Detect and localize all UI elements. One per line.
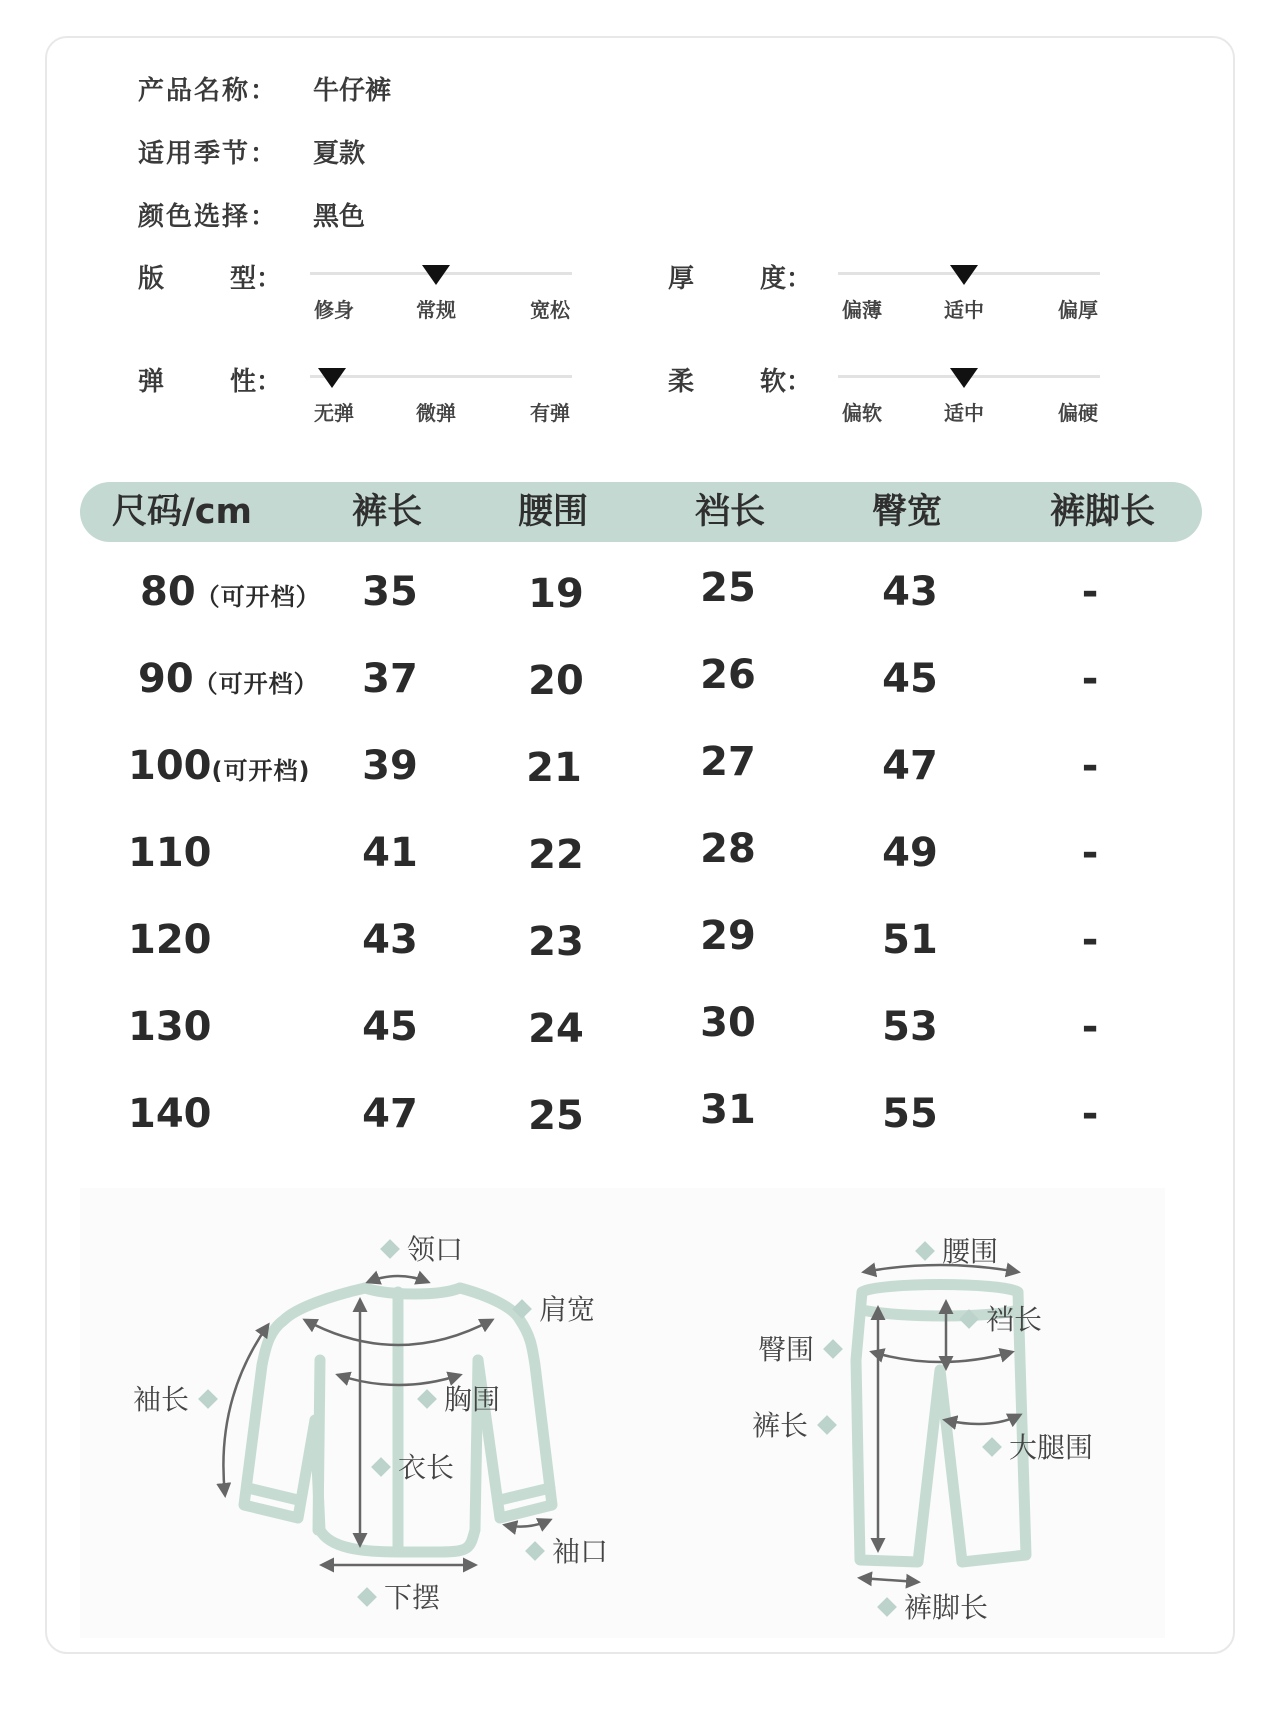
cell-hip: 55 (882, 1091, 938, 1137)
label-shoulder-text: 肩宽 (539, 1293, 596, 1326)
attr-value-name: 牛仔裤 (313, 76, 392, 106)
label-chest (420, 1378, 500, 1418)
diamond-icon (371, 1457, 391, 1477)
header-leg-opening: 裤脚长 (1050, 492, 1156, 532)
cell-waist: 21 (526, 745, 582, 791)
attr-label-color: 颜色选择： (138, 202, 279, 232)
cell-leg-opening: - (1081, 1091, 1099, 1137)
label-pants-length (752, 1404, 834, 1444)
header-hip: 臀宽 (872, 492, 943, 532)
attr-value-season: 夏款 (313, 139, 366, 169)
header-size: 尺码/cm (112, 492, 253, 532)
label-hip (758, 1328, 840, 1368)
scale-label-elasticity-2: 性： (230, 367, 283, 397)
cell-pants-length: 41 (362, 830, 418, 876)
measurement-diagram (80, 1188, 1165, 1638)
scale-marker-fit (422, 265, 450, 285)
scale-option-fit-2: 宽松 (530, 298, 570, 322)
label-length-text: 衣长 (398, 1451, 455, 1484)
diamond-icon (525, 1541, 545, 1561)
cell-hip: 45 (882, 656, 938, 702)
scale-option-elasticity-0: 无弹 (314, 401, 354, 425)
cell-size (128, 915, 212, 970)
cell-waist: 20 (528, 658, 584, 704)
scale-option-thickness-1: 适中 (944, 298, 984, 322)
cell-size-value: 140 (128, 1091, 212, 1137)
label-collar-text: 领口 (407, 1233, 464, 1266)
cell-size-value: 100 (128, 743, 212, 789)
diamond-icon (357, 1587, 377, 1607)
scale-label-softness-2: 软： (760, 367, 813, 397)
cell-leg-opening: - (1081, 569, 1099, 615)
cell-leg-opening: - (1081, 743, 1099, 789)
cell-rise: 27 (700, 739, 756, 785)
cell-waist: 22 (528, 832, 584, 878)
label-thigh (985, 1426, 1093, 1466)
scale-option-softness-2: 偏硬 (1058, 401, 1098, 425)
cell-leg-opening: - (1081, 1004, 1099, 1050)
label-thigh-text: 大腿围 (1009, 1431, 1094, 1464)
label-waist (918, 1230, 998, 1270)
label-leg-opening (880, 1586, 988, 1626)
header-pants-length: 裤长 (352, 492, 423, 532)
label-hip-text: 臀围 (758, 1333, 815, 1366)
diamond-icon (417, 1389, 437, 1409)
cell-size-value: 80 (140, 569, 196, 615)
label-pants-length-text: 裤长 (752, 1409, 809, 1442)
attr-value-color: 黑色 (313, 202, 366, 232)
scale-marker-elasticity (318, 368, 346, 388)
scale-option-thickness-0: 偏薄 (842, 298, 882, 322)
label-waist-text: 腰围 (942, 1235, 999, 1268)
cell-size (140, 567, 321, 622)
attr-label-season: 适用季节： (138, 139, 279, 169)
cell-waist: 23 (528, 919, 584, 965)
scale-line-elasticity (310, 375, 572, 378)
cell-rise: 25 (700, 565, 756, 611)
cell-size (128, 1002, 212, 1057)
label-chest-text: 胸围 (444, 1383, 501, 1416)
label-leg-opening-text: 裤脚长 (904, 1591, 989, 1624)
cell-pants-length: 47 (362, 1091, 418, 1137)
size-table-header (80, 482, 1202, 542)
cell-pants-length: 43 (362, 917, 418, 963)
cell-size (128, 741, 310, 796)
diamond-icon (198, 1389, 218, 1409)
label-cuff (528, 1530, 608, 1570)
label-sleeve-text: 袖长 (133, 1383, 190, 1416)
scale-label-thickness-2: 度： (760, 264, 813, 294)
label-length (374, 1446, 454, 1486)
cell-leg-opening: - (1081, 656, 1099, 702)
cell-hip: 47 (882, 743, 938, 789)
diamond-icon (823, 1339, 843, 1359)
cell-size-value: 90 (138, 656, 194, 702)
cell-waist: 24 (528, 1006, 584, 1052)
cell-size-value: 120 (128, 917, 212, 963)
scale-option-softness-0: 偏软 (842, 401, 882, 425)
label-hem-text: 下摆 (384, 1581, 441, 1614)
diamond-icon (915, 1241, 935, 1261)
scale-option-fit-0: 修身 (314, 298, 354, 322)
label-rise-text: 裆长 (986, 1303, 1043, 1336)
cell-waist: 19 (528, 571, 584, 617)
label-cuff-text: 袖口 (552, 1535, 609, 1568)
cell-size-value: 130 (128, 1004, 212, 1050)
label-rise (962, 1298, 1042, 1338)
scale-option-elasticity-1: 微弹 (416, 401, 456, 425)
header-rise: 裆长 (695, 492, 766, 532)
scale-option-thickness-2: 偏厚 (1058, 298, 1098, 322)
scale-marker-thickness (950, 265, 978, 285)
diamond-icon (982, 1437, 1002, 1457)
scale-option-softness-1: 适中 (944, 401, 984, 425)
cell-size (128, 1089, 212, 1144)
diamond-icon (877, 1597, 897, 1617)
scale-label-thickness-1: 厚 (668, 264, 695, 294)
label-hem (360, 1576, 440, 1616)
scale-marker-softness (950, 368, 978, 388)
label-sleeve (133, 1378, 215, 1418)
header-waist: 腰围 (518, 492, 589, 532)
cell-pants-length: 37 (362, 656, 418, 702)
scale-option-elasticity-2: 有弹 (530, 401, 570, 425)
cell-rise: 28 (700, 826, 756, 872)
cell-rise: 30 (700, 1000, 756, 1046)
cell-leg-opening: - (1081, 830, 1099, 876)
cell-rise: 29 (700, 913, 756, 959)
diamond-icon (817, 1415, 837, 1435)
scale-label-elasticity-1: 弹 (138, 367, 165, 397)
cell-size-note: （可开档） (193, 670, 319, 698)
cell-size-note: (可开档) (211, 757, 311, 785)
diamond-icon (380, 1239, 400, 1259)
cell-size-value: 110 (128, 830, 212, 876)
cell-hip: 43 (882, 569, 938, 615)
attr-label-name: 产品名称： (138, 76, 279, 106)
cell-pants-length: 39 (362, 743, 418, 789)
cell-size-note: （可开档） (195, 583, 321, 611)
cell-rise: 26 (700, 652, 756, 698)
label-collar (383, 1228, 463, 1268)
cell-leg-opening: - (1081, 917, 1099, 963)
scale-option-fit-1: 常规 (416, 298, 456, 322)
cell-hip: 53 (882, 1004, 938, 1050)
label-shoulder (515, 1288, 595, 1328)
cell-waist: 25 (528, 1093, 584, 1139)
scale-label-fit-1: 版 (138, 264, 165, 294)
diamond-icon (512, 1299, 532, 1319)
cell-rise: 31 (700, 1087, 756, 1133)
cell-size (138, 654, 319, 709)
cell-hip: 51 (882, 917, 938, 963)
scale-label-fit-2: 型： (230, 264, 283, 294)
diamond-icon (959, 1309, 979, 1329)
cell-size (128, 828, 212, 883)
cell-hip: 49 (882, 830, 938, 876)
cell-pants-length: 45 (362, 1004, 418, 1050)
scale-label-softness-1: 柔 (668, 367, 695, 397)
cell-pants-length: 35 (362, 569, 418, 615)
